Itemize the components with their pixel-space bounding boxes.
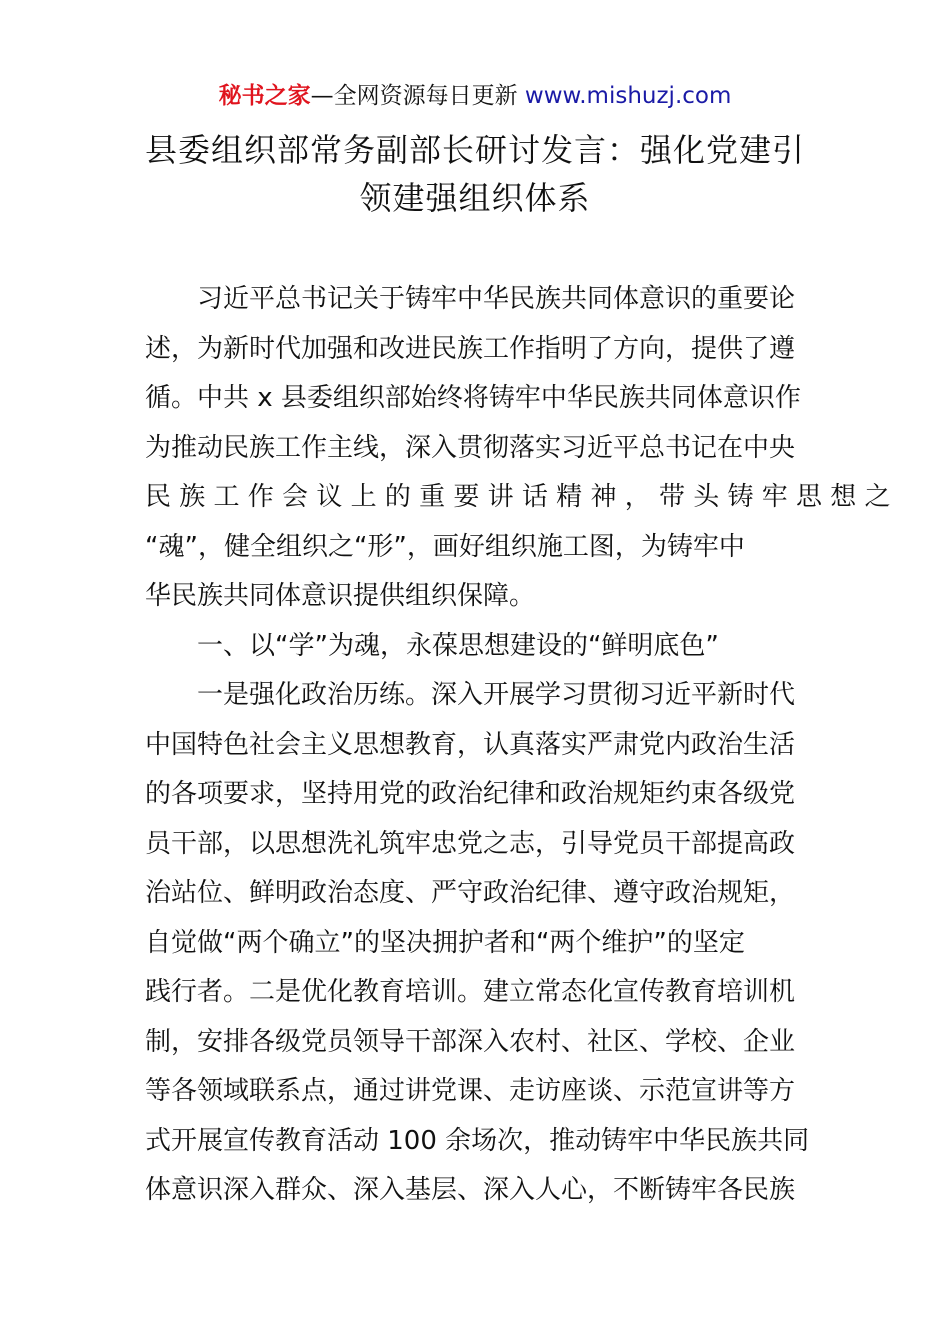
title-line: 县委组织部常务副部长研讨发言：强化党建引 — [144, 131, 805, 169]
text-line: 为推动民族工作主线，深入贯彻落实习近平总书记在中央 — [145, 432, 796, 463]
document-body — [145, 275, 891, 1216]
text-line: 式开展宣传教育活动 100 余场次，推动铸牢中华民族共同 — [145, 1125, 810, 1156]
text-line: 中国特色社会主义思想教育，认真落实严肃党内政治生活 — [145, 729, 796, 760]
text-line: 一是强化政治历练。深入开展学习贯彻习近平新时代 — [145, 680, 796, 710]
header-tagline: —全网资源每日更新 — [310, 83, 518, 109]
text-line: 述，为新时代加强和改进民族工作指明了方向，提供了遵 — [145, 333, 796, 364]
brand-name: 秘书之家 — [218, 83, 311, 109]
text-line: 等各领域联系点，通过讲党课、走访座谈、示范宣讲等方 — [145, 1076, 796, 1106]
text-line: 习近平总书记关于铸牢中华民族共同体意识的重要论 — [145, 284, 796, 314]
text-line: 治站位、鲜明政治态度、严守政治纪律、遵守政治规矩， — [145, 878, 796, 908]
text-line: 员干部，以思想洗礼筑牢忠党之志，引导党员干部提高政 — [145, 828, 796, 859]
text-line: 践行者。二是优化教育培训。建立常态化宣传教育培训机 — [145, 977, 796, 1007]
text-line: 的各项要求，坚持用党的政治纪律和政治规矩约束各级党 — [145, 779, 796, 809]
text-line: 民 族 工 作 会 议 上 的 重 要 讲 话 精 神 ， 带 头 铸 牢 思 想 之 — [145, 482, 891, 512]
text-line: 华民族共同体意识提供组织保障。 — [145, 581, 536, 611]
title-line: 领建强组织体系 — [359, 179, 591, 217]
document-title — [60, 126, 890, 222]
text-line: 制，安排各级党员领导干部深入农村、社区、学校、企业 — [145, 1026, 796, 1057]
text-line: “魂”，健全组织之“形”，画好组织施工图，为铸牢中 — [145, 531, 745, 562]
site-header — [0, 80, 950, 112]
text-line: 循。中共 x 县委组织部始终将铸牢中华民族共同体意识作 — [145, 383, 801, 413]
section-heading: 一、以“学”为魂，永葆思想建设的“鲜明底色” — [145, 630, 719, 661]
text-line: 体意识深入群众、深入基层、深入人心，不断铸牢各民族 — [145, 1175, 796, 1205]
site-url[interactable]: www.mishuzj.com — [524, 83, 732, 109]
text-line: 自觉做“两个确立”的坚决拥护者和“两个维护”的坚定 — [145, 927, 745, 958]
